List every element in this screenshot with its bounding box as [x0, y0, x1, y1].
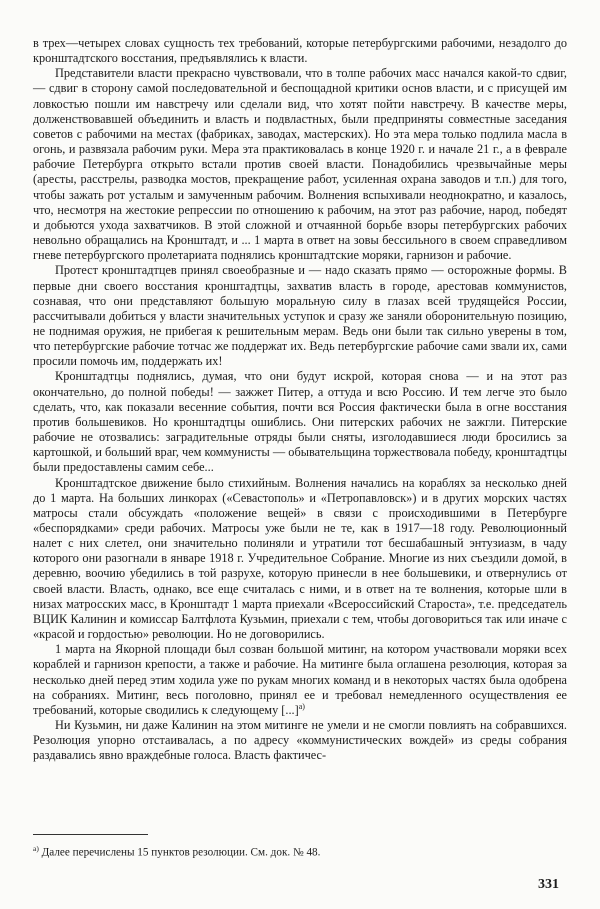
paragraph-6-text: 1 марта на Якорной площади был созван большой митинг, на котором участвовали моряки всех кораблей и гарнизон крепости, а также и рабочие. На митинге была оглашена резолюция, которая за несколько дней перед этим ходила уже по рукам многих команд и в некоторых частях была одобрена на собраниях. Митинг, весь поголовно, принял ее и требовал немедленного осуществления ее требований, которые сводились к следующему [...]	[33, 642, 567, 717]
page-number: 331	[538, 877, 559, 892]
footnote-marker: а)	[33, 844, 39, 853]
paragraph-7: Ни Кузьмин, ни даже Калинин на этом митинге не умели и не смогли повлиять на собравшихся. Резолюция упорно отстаивалась, а по адресу «коммунистических вождей» из среды собрания раздавались явно враждебные голоса. Власть фактичес-	[33, 718, 567, 763]
footnote	[33, 842, 567, 860]
footnote-divider	[33, 834, 148, 835]
paragraph-1: в трех—четырех словах сущность тех требований, которые петербургскими рабочими, незадолго до кронштадтского восстания, предъявлялись к власти.	[33, 36, 567, 66]
paragraph-2: Представители власти прекрасно чувствовали, что в толпе рабочих масс начался какой-то сдвиг, — сдвиг в сторону самой последовательной и беспощадной критики основ власти, и с присущей им ловкостью пошли им навстречу или сделали вид, что хотят пойти навстречу. В качестве меры, долженствовавшей объединить и власть и подвластных, были предприняты совместные заседания советов с рабочими на местах (фабриках, заводах, мастерских). Но эта мера только подлила масла в огонь, и развязала рабочим руки. Мера эта практиковалась в конце 1920 г. и начале 21 г., а в феврале рабочие Петербурга открыто встали против своей власти. Понадобились чрезвычайные меры (аресты, расстрелы, разводка мостов, прекращение работ, усиленная охрана заводов и т.п.) для того, чтобы зажать рот усталым и замученным рабочим. Волнения вспыхивали неоднократно, и казалось, что, несмотря на жестокие репрессии по отношению к рабочим, на этот раз рабочие, народ, победят и добьются ухода захватчиков. В этой сложной и отчаянной борьбе взоры петербургских рабочих невольно обращались на Кронштадт, и ... 1 марта в ответ на зовы бессильного в своем справедливом гневе петербургского пролетариата поднялись кронштадтские моряки, гарнизон и рабочие.	[33, 66, 567, 263]
paragraph-4: Кронштадтцы поднялись, думая, что они будут искрой, которая снова — и на этот раз окончательно, до полной победы! — зажжет Питер, а оттуда и всю Россию. И тем легче это было сделать, что, как показали весенние события, почти вся Россия фактически была в огне восстания против большевиков. Но кронштадтцы ошиблись. Они питерских рабочих не зажгли. Питерские рабочие не отозвались: заградительные отряды были сняты, изголодавшиеся люди бросились за картошкой, и больший враг, чем коммунисты — обывательщина торжествовала победу, кронштадтцы были предоставлены самим себе...	[33, 369, 567, 475]
paragraph-3: Протест кронштадтцев принял своеобразные и — надо сказать прямо — осторожные формы. В первые дни своего восстания кронштадтцы, захватив власть в городе, арестовав коммунистов, сознавая, что они представляют большую моральную силу в глазах всей трудящейся России, рассчитывали добиться у власти значительных уступок и сразу же заняли оборонительную позицию, не поднимая оружия, не прибегая к решительным мерам. Ведь они были так сильно уверены в том, что петербургские рабочие тотчас же поддержат их. Ведь петербургские рабочие сами звали их, сами просили помочь им, поддержать их!	[33, 263, 567, 369]
body-text	[33, 36, 567, 764]
footnote-text: Далее перечислены 15 пунктов резолюции. См. док. № 48.	[41, 846, 321, 859]
paragraph-6	[33, 642, 567, 718]
footnote-reference: а)	[298, 701, 305, 711]
paragraph-5: Кронштадтское движение было стихийным. Волнения начались на кораблях за несколько дней до 1 марта. На больших линкорах («Севастополь» и «Петропавловск») и в других морских частях матросы стали обсуждать «положение вещей» в связи с происходившими в Петербурге «беспорядками» среди рабочих. Матросы уже были не те, как в 1917—18 году. Революционный налет с них слетел, они значительно полиняли и утратили тот бесшабашный энтузиазм, в чаду которого они разогнали в январе 1918 г. Учредительное Собрание. Многие из них съездили домой, в деревню, воочию убедились в той разрухе, которую принесли в нее большевики, и отвернулись от своей власти. Власть, однако, все еще считалась с ними, и в ответ на те волнения, которые шли в низах матросских масс, в Кронштадт 1 марта приехали «Всероссийский Староста», т.е. председатель ВЦИК Калинин и комиссар Балтфлота Кузьмин, приехали с тем, чтобы договориться так или иначе с «красой и гордостью» революции. Но не договорились.	[33, 475, 567, 642]
